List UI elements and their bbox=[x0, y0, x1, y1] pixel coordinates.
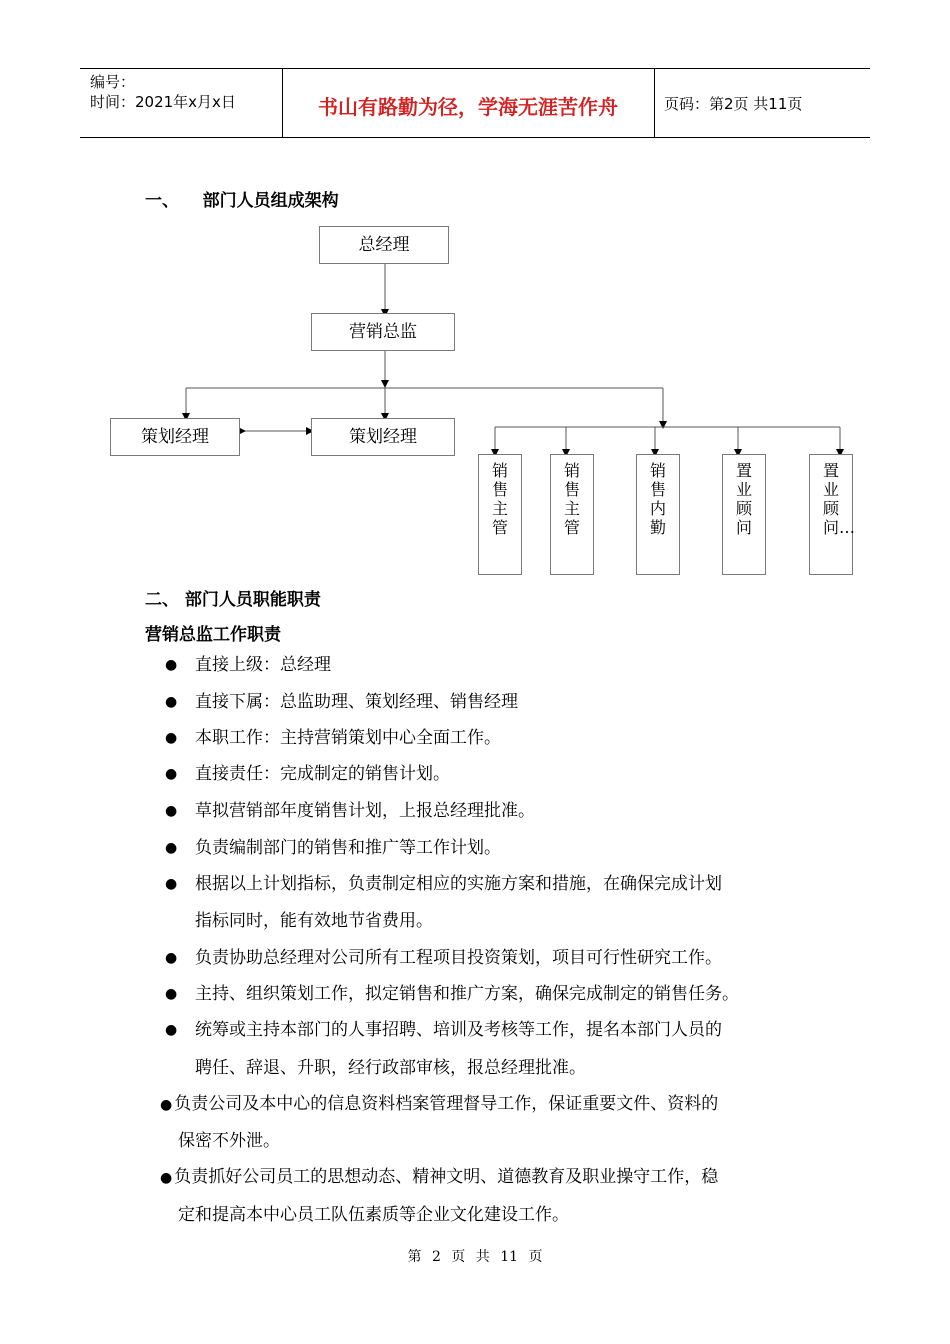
org-node-marketing-director: 营销总监 bbox=[311, 313, 455, 351]
org-node-sales-supervisor-1: 销售主管 bbox=[478, 454, 522, 575]
document-time-label: 时间：2021年x月x日 bbox=[90, 93, 236, 111]
list-item-continuation: 定和提高本中心员工队伍素质等企业文化建设工作。 bbox=[178, 1205, 569, 1225]
org-node-property-consultant-2: 置业顾问… bbox=[809, 454, 853, 575]
org-node-planning-manager-left: 策划经理 bbox=[110, 418, 240, 456]
bullet-icon: ● bbox=[165, 730, 178, 746]
bullet-icon: ● bbox=[165, 876, 178, 892]
bullet-icon: ● bbox=[165, 803, 178, 819]
section1-title: 一、 部门人员组成架构 bbox=[145, 191, 339, 211]
header-motto: 书山有路勤为径，学海无涯苦作舟 bbox=[318, 95, 618, 119]
org-node-planning-manager-right: 策划经理 bbox=[311, 418, 455, 456]
list-item: ● 负责抓好公司员工的思想动态、精神文明、道德教育及职业操守工作，稳 bbox=[160, 1167, 719, 1187]
org-connectors bbox=[0, 0, 950, 600]
list-item: ● 负责公司及本中心的信息资料档案管理督导工作，保证重要文件、资料的 bbox=[160, 1094, 719, 1114]
section2-title: 二、 部门人员职能职责 bbox=[145, 590, 321, 610]
org-node-sales-supervisor-2: 销售主管 bbox=[550, 454, 594, 575]
org-chart bbox=[0, 0, 950, 600]
bullet-icon: ● bbox=[165, 1022, 178, 1038]
bullet-icon: ● bbox=[165, 840, 178, 856]
bullet-icon: ● bbox=[165, 694, 178, 710]
bullet-icon: ● bbox=[160, 1170, 173, 1186]
org-node-property-consultant-1: 置业顾问 bbox=[722, 454, 766, 575]
bullet-icon: ● bbox=[165, 766, 178, 782]
list-item-continuation: 保密不外泄。 bbox=[178, 1131, 280, 1151]
section2-subtitle: 营销总监工作职责 bbox=[145, 625, 281, 645]
page-footer: 第 2 页 共 11 页 bbox=[407, 1249, 543, 1265]
bullet-icon: ● bbox=[165, 950, 178, 966]
org-node-sales-assistant: 销售内勤 bbox=[636, 454, 680, 575]
header-page-info: 页码：第2页 共11页 bbox=[664, 95, 803, 113]
org-node-general-manager: 总经理 bbox=[319, 226, 449, 264]
bullet-icon: ● bbox=[165, 657, 178, 673]
bullet-icon: ● bbox=[160, 1097, 173, 1113]
bullet-icon: ● bbox=[165, 986, 178, 1002]
document-number-label: 编号： bbox=[90, 73, 136, 91]
